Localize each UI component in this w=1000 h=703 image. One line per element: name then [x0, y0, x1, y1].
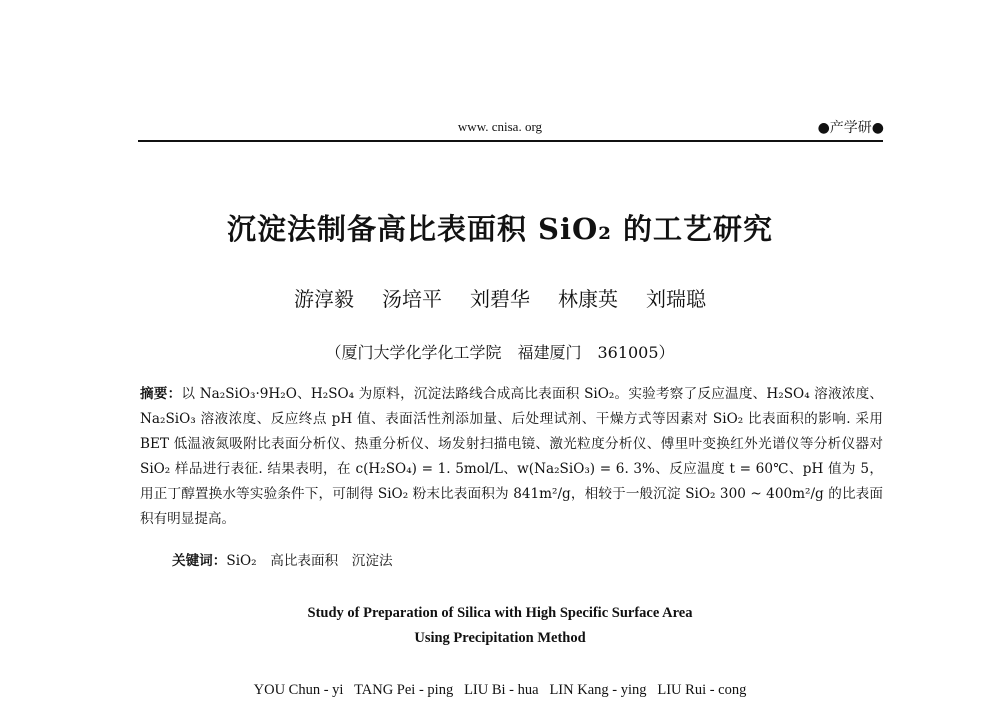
affiliation: （厦门大学化学化工学院 福建厦门 361005） — [325, 343, 675, 362]
header-section-label: ●产学研● — [817, 120, 884, 136]
paper-title: 沉淀法制备高比表面积 SiO₂ 的工艺研究 — [226, 212, 774, 246]
english-title-line2: Using Precipitation Method — [414, 630, 586, 646]
english-title-line1: Study of Preparation of Silica with High Specific Surface Area — [307, 605, 693, 621]
author-list — [0, 283, 1000, 312]
author-name: 刘瑞聪 — [646, 287, 706, 311]
author-name: 游淳毅 — [294, 287, 354, 311]
header-url: www. cnisa. org — [457, 119, 543, 134]
abstract-label: 摘要： — [140, 386, 182, 402]
header-rule — [138, 140, 883, 142]
author-name: 刘碧华 — [470, 287, 530, 311]
author-name: 林康英 — [558, 287, 618, 311]
keywords — [172, 549, 393, 569]
keywords-label: 关键词： — [172, 553, 227, 569]
english-authors: YOU Chun - yi TANG Pei - ping LIU Bi - hua LIN Kang - ying LIU Rui - cong — [253, 682, 747, 698]
abstract — [140, 382, 883, 532]
abstract-text: 以 Na₂SiO₃·9H₂O、H₂SO₄ 为原料，沉淀法路线合成高比表面积 SiO₂。实验考察了反应温度、H₂SO₄ 溶液浓度、Na₂SiO₃ 溶液浓度、反应终点 pH 值、表面活性剂添加量、后处理试剂、干燥方式等因素对 SiO₂ 比表面积的影响. 采用 BET 低温液氮吸附比表面分析仪、热重分析仪、场发射扫描电镜、激光粒度分析仪、傅里叶变换红外光谱仪等分析仪器对 SiO₂ 样品进行表征. 结果表明，在 c(H₂SO₄) = 1. 5mol/L、w(Na₂SiO₃) = 6. 3%、反应温度 t = 60℃、pH 值为 5，用正丁醇置换水等实验条件下，可制得 SiO₂ 粉末比表面积为 841m²/g，相较于一般沉淀 SiO₂ 300 ~ 400m²/g 的比表面积有明显提高。 — [140, 386, 884, 527]
keywords-text: SiO₂ 高比表面积 沉淀法 — [226, 553, 393, 569]
author-name: 汤培平 — [382, 287, 442, 311]
english-title — [0, 601, 1000, 651]
